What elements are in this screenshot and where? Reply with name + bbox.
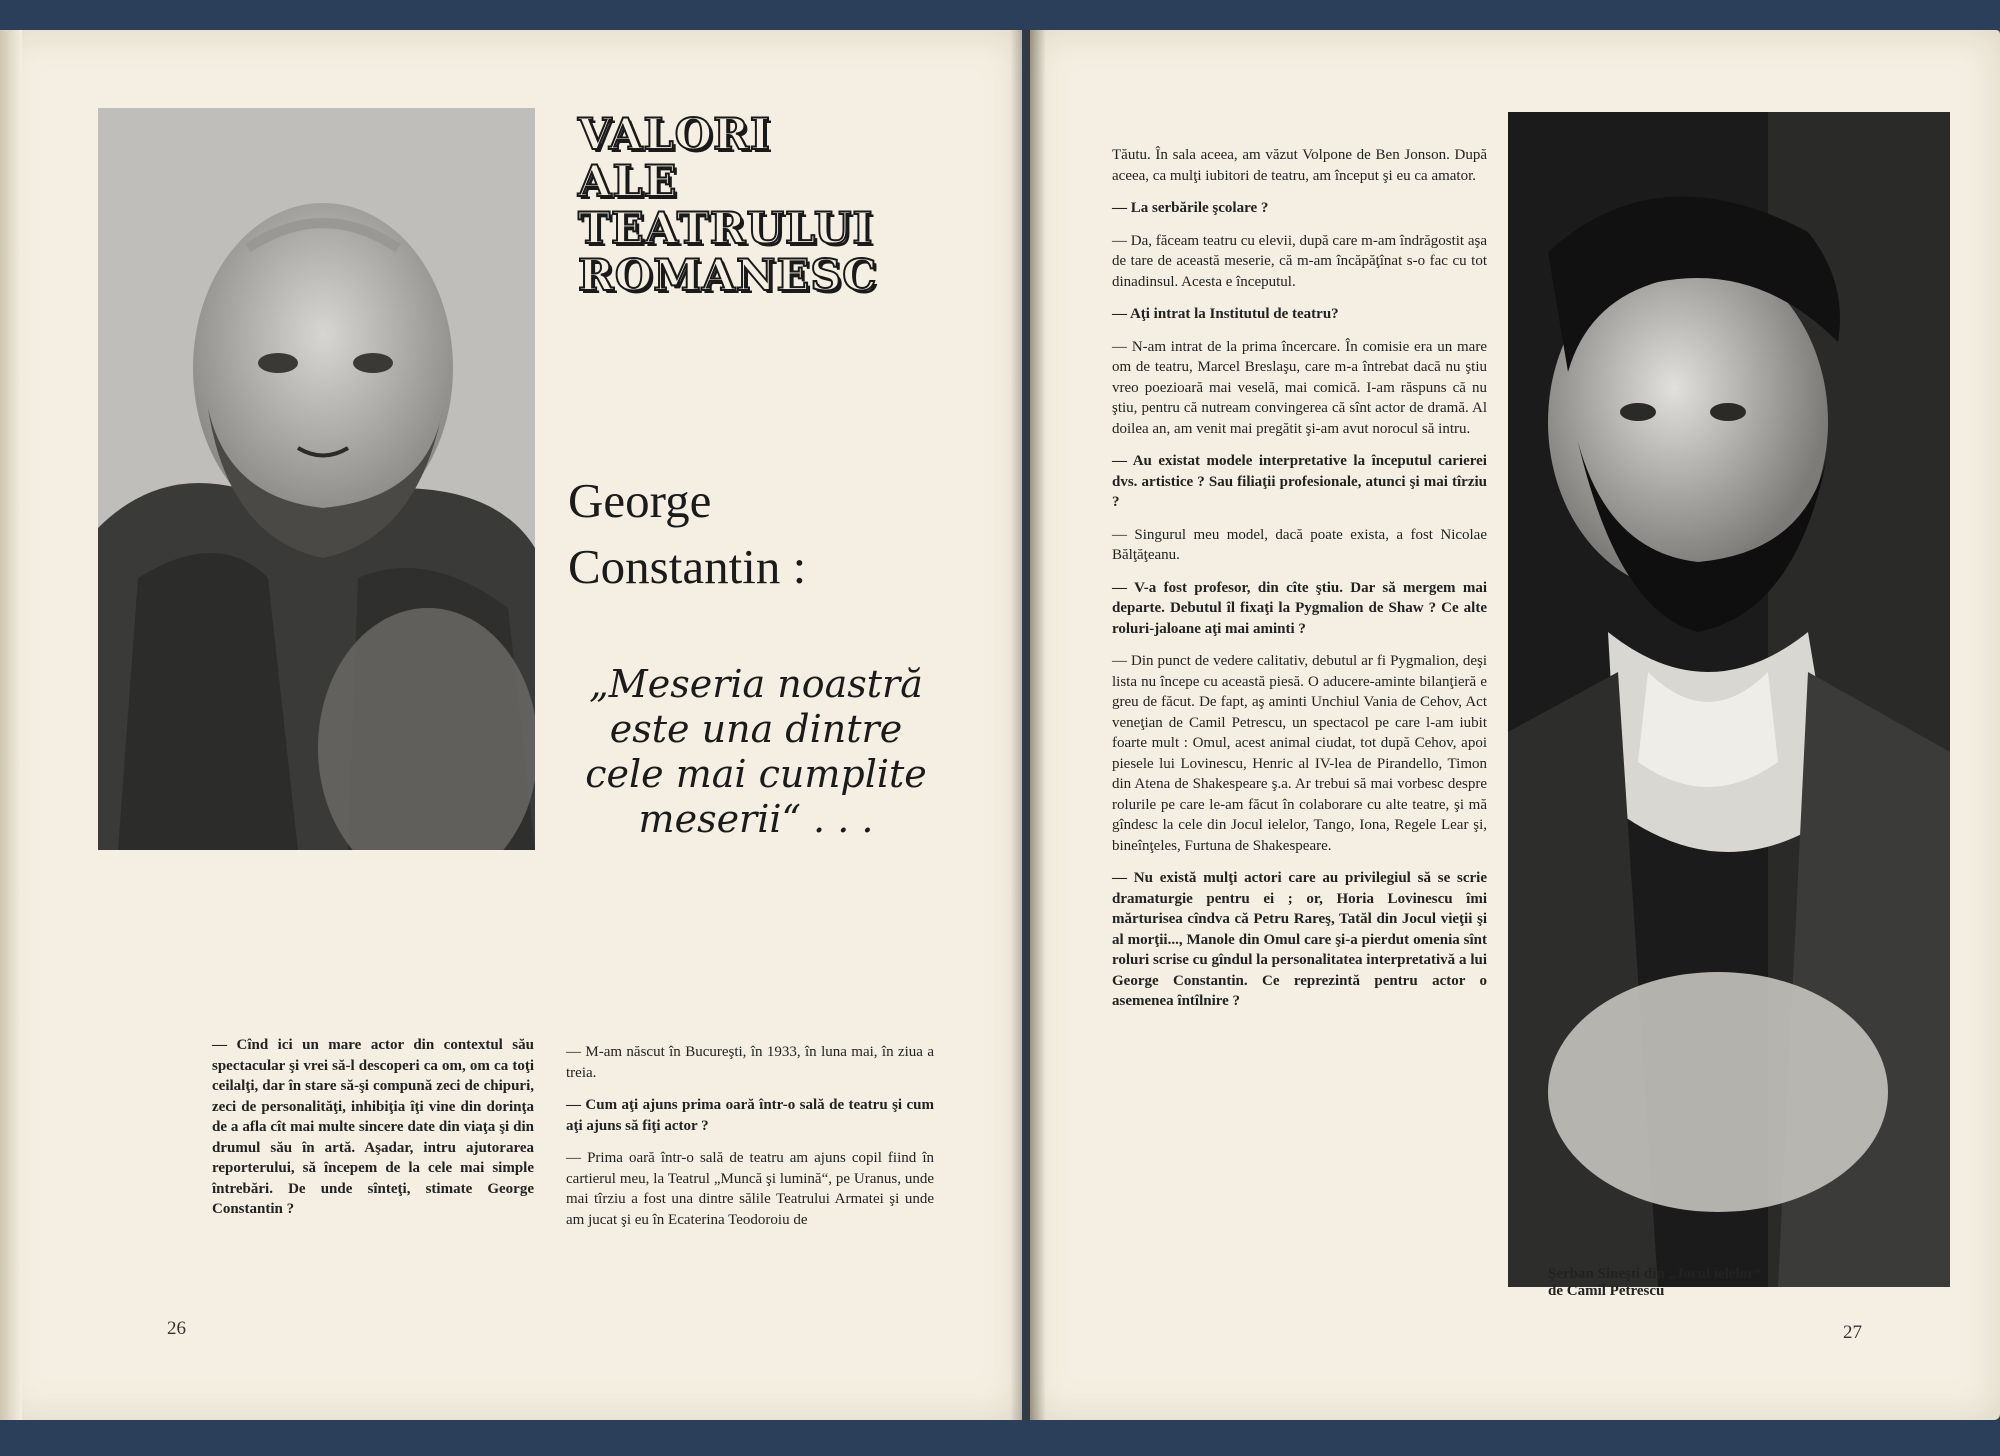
answer-paragraph: — N-am intrat de la prima încercare. În comisie era un mare om de teatru, Marcel Breslaşu, care m-a întrebat dacă nu ştiu vreo poezioară mai veselă, mai comică. I-am răspuns că nu ştiu, pentru că nutream convingerea că sînt actor de dramă. Al doilea an, am venit mai pregătit şi-am avut norocul să intru. [1112,337,1487,440]
photo-caption [1548,1266,1778,1300]
article-title [568,468,806,600]
costume-illustration [1508,112,1950,1287]
question-paragraph: — Nu există mulţi actori care au privilegiul să se scrie dramaturgie pentru ei ; or, Horia Lovinescu îmi mărturisea cîndva că Petru Rareş, Tatăl din Jocul vieţii şi al morţii..., Manole din Omul care şi-a pierdut omenia sînt roluri scrise cu gîndul la personalitatea interpretativă a lui George Constantin. Ce reprezintă pentru actor o asemenea întîlnire ? [1112,868,1487,1012]
section-heading [578,112,938,300]
actor-portrait-photo [98,108,535,850]
question-paragraph: — Au existat modele interpretative la începutul carierei dvs. artistice ? Sau filiaţii profesionale, atunci şi mai tîrziu ? [1112,451,1487,513]
actor-costume-photo [1508,112,1950,1287]
continued-paragraph: Tăutu. În sala aceea, am văzut Volpone de Ben Jonson. După aceea, ca mulţi iubitori de teatru, am început şi eu ca amator. [1112,147,1487,184]
answer-paragraph: — Singurul meu model, dacă poate exista, a fost Nicolae Bălţăţeanu. [1112,525,1487,566]
question-paragraph: — Aţi intrat la Institutul de teatru? [1112,304,1487,325]
question-paragraph: — Cum aţi ajuns prima oară într-o sală de teatru şi cum aţi ajuns să fiţi actor ? [566,1095,934,1136]
answer-paragraph: — Prima oară într-o sală de teatru am ajuns copil fiind în cartierul meu, la Teatrul „Muncă şi lumină“, pe Uranus, unde mai tîrziu a fost una dintre sălile Teatrului Armatei şi unde am jucat şi eu în Ecaterina Teodoroiu de [566,1148,934,1230]
question-paragraph: — La serbările şcolare ? [1112,198,1487,219]
title-line-2: Constantin : [568,539,807,594]
heading-line: ROMANESC [578,251,878,301]
page-number-right: 27 [1843,1322,1862,1343]
heading-line: VALORI [578,110,771,160]
title-line-1: George [568,473,712,528]
page-number-left: 26 [167,1318,186,1339]
text-column-1 [212,1035,534,1232]
caption-line-1: Şerban Sineşti din „Jocul ielelor“ [1548,1266,1762,1282]
text-column-3 [1112,145,1487,1024]
portrait-illustration [98,108,535,850]
heading-line: TEATRULUI [578,204,874,254]
answer-paragraph: — Da, făceam teatru cu elevii, după care m-am îndrăgostit aşa de tare de această meserie, că m-am încăpăţînat s-o fac cu tot dinadinsul. Acesta e începutul. [1112,231,1487,293]
book-edge [0,30,22,1420]
answer-paragraph: — M-am născut în Bucureşti, în 1933, în luna mai, în ziua a treia. [566,1042,934,1083]
caption-line-2: de Camil Petrescu [1548,1283,1665,1299]
pull-quote: „Meseria noastră este una dintre cele mai cumplite meserii“ . . . [585,662,927,841]
question-paragraph: — Cînd ici un mare actor din contextul său spectacular şi vrei să-l descoperi ca om, om ca toţi ceilalţi, dar în stare să-şi compună zeci de chipuri, zeci de personalităţi, inhibiţia îţi vine din dorinţa de a afla cît mai multe sincere date din viaţa şi din drumul său în artă. Aşadar, intru ajutorarea reporterului, să începem de la cele mai simple întrebări. De unde sînteţi, stimate George Constantin ? [212,1035,534,1220]
question-paragraph: — V-a fost profesor, din cîte ştiu. Dar să mergem mai departe. Debutul îl fixaţi la Pygmalion de Shaw ? Ce alte roluri-jaloane aţi mai aminti ? [1112,578,1487,640]
text-column-2 [566,1042,934,1242]
heading-line: ALE [578,157,678,207]
answer-paragraph: — Din punct de vedere calitativ, debutul ar fi Pygmalion, deşi lista nu începe cu această piesă. O aducere-aminte bilanţieră e greu de făcut. De fapt, aş aminti Unchiul Vania de Cehov, Act veneţian de Camil Petrescu, un spectacol pe care l-am iubit foarte mult : Omul, acest animal ciudat, tot după Cehov, apoi piesele lui Lovinescu, Henric al IV-lea de Pirandello, Timon din Atena de Shakespeare ş.a. Ar trebui să mai vorbesc despre rolurile pe care le-am făcut în colaborare cu alte teatre, şi mă gîndesc la cele din Jocul ielelor, Tango, Iona, Regele Lear şi, bineînţeles, Furtuna de Shakespeare. [1112,651,1487,856]
book-gutter [1010,30,1046,1420]
